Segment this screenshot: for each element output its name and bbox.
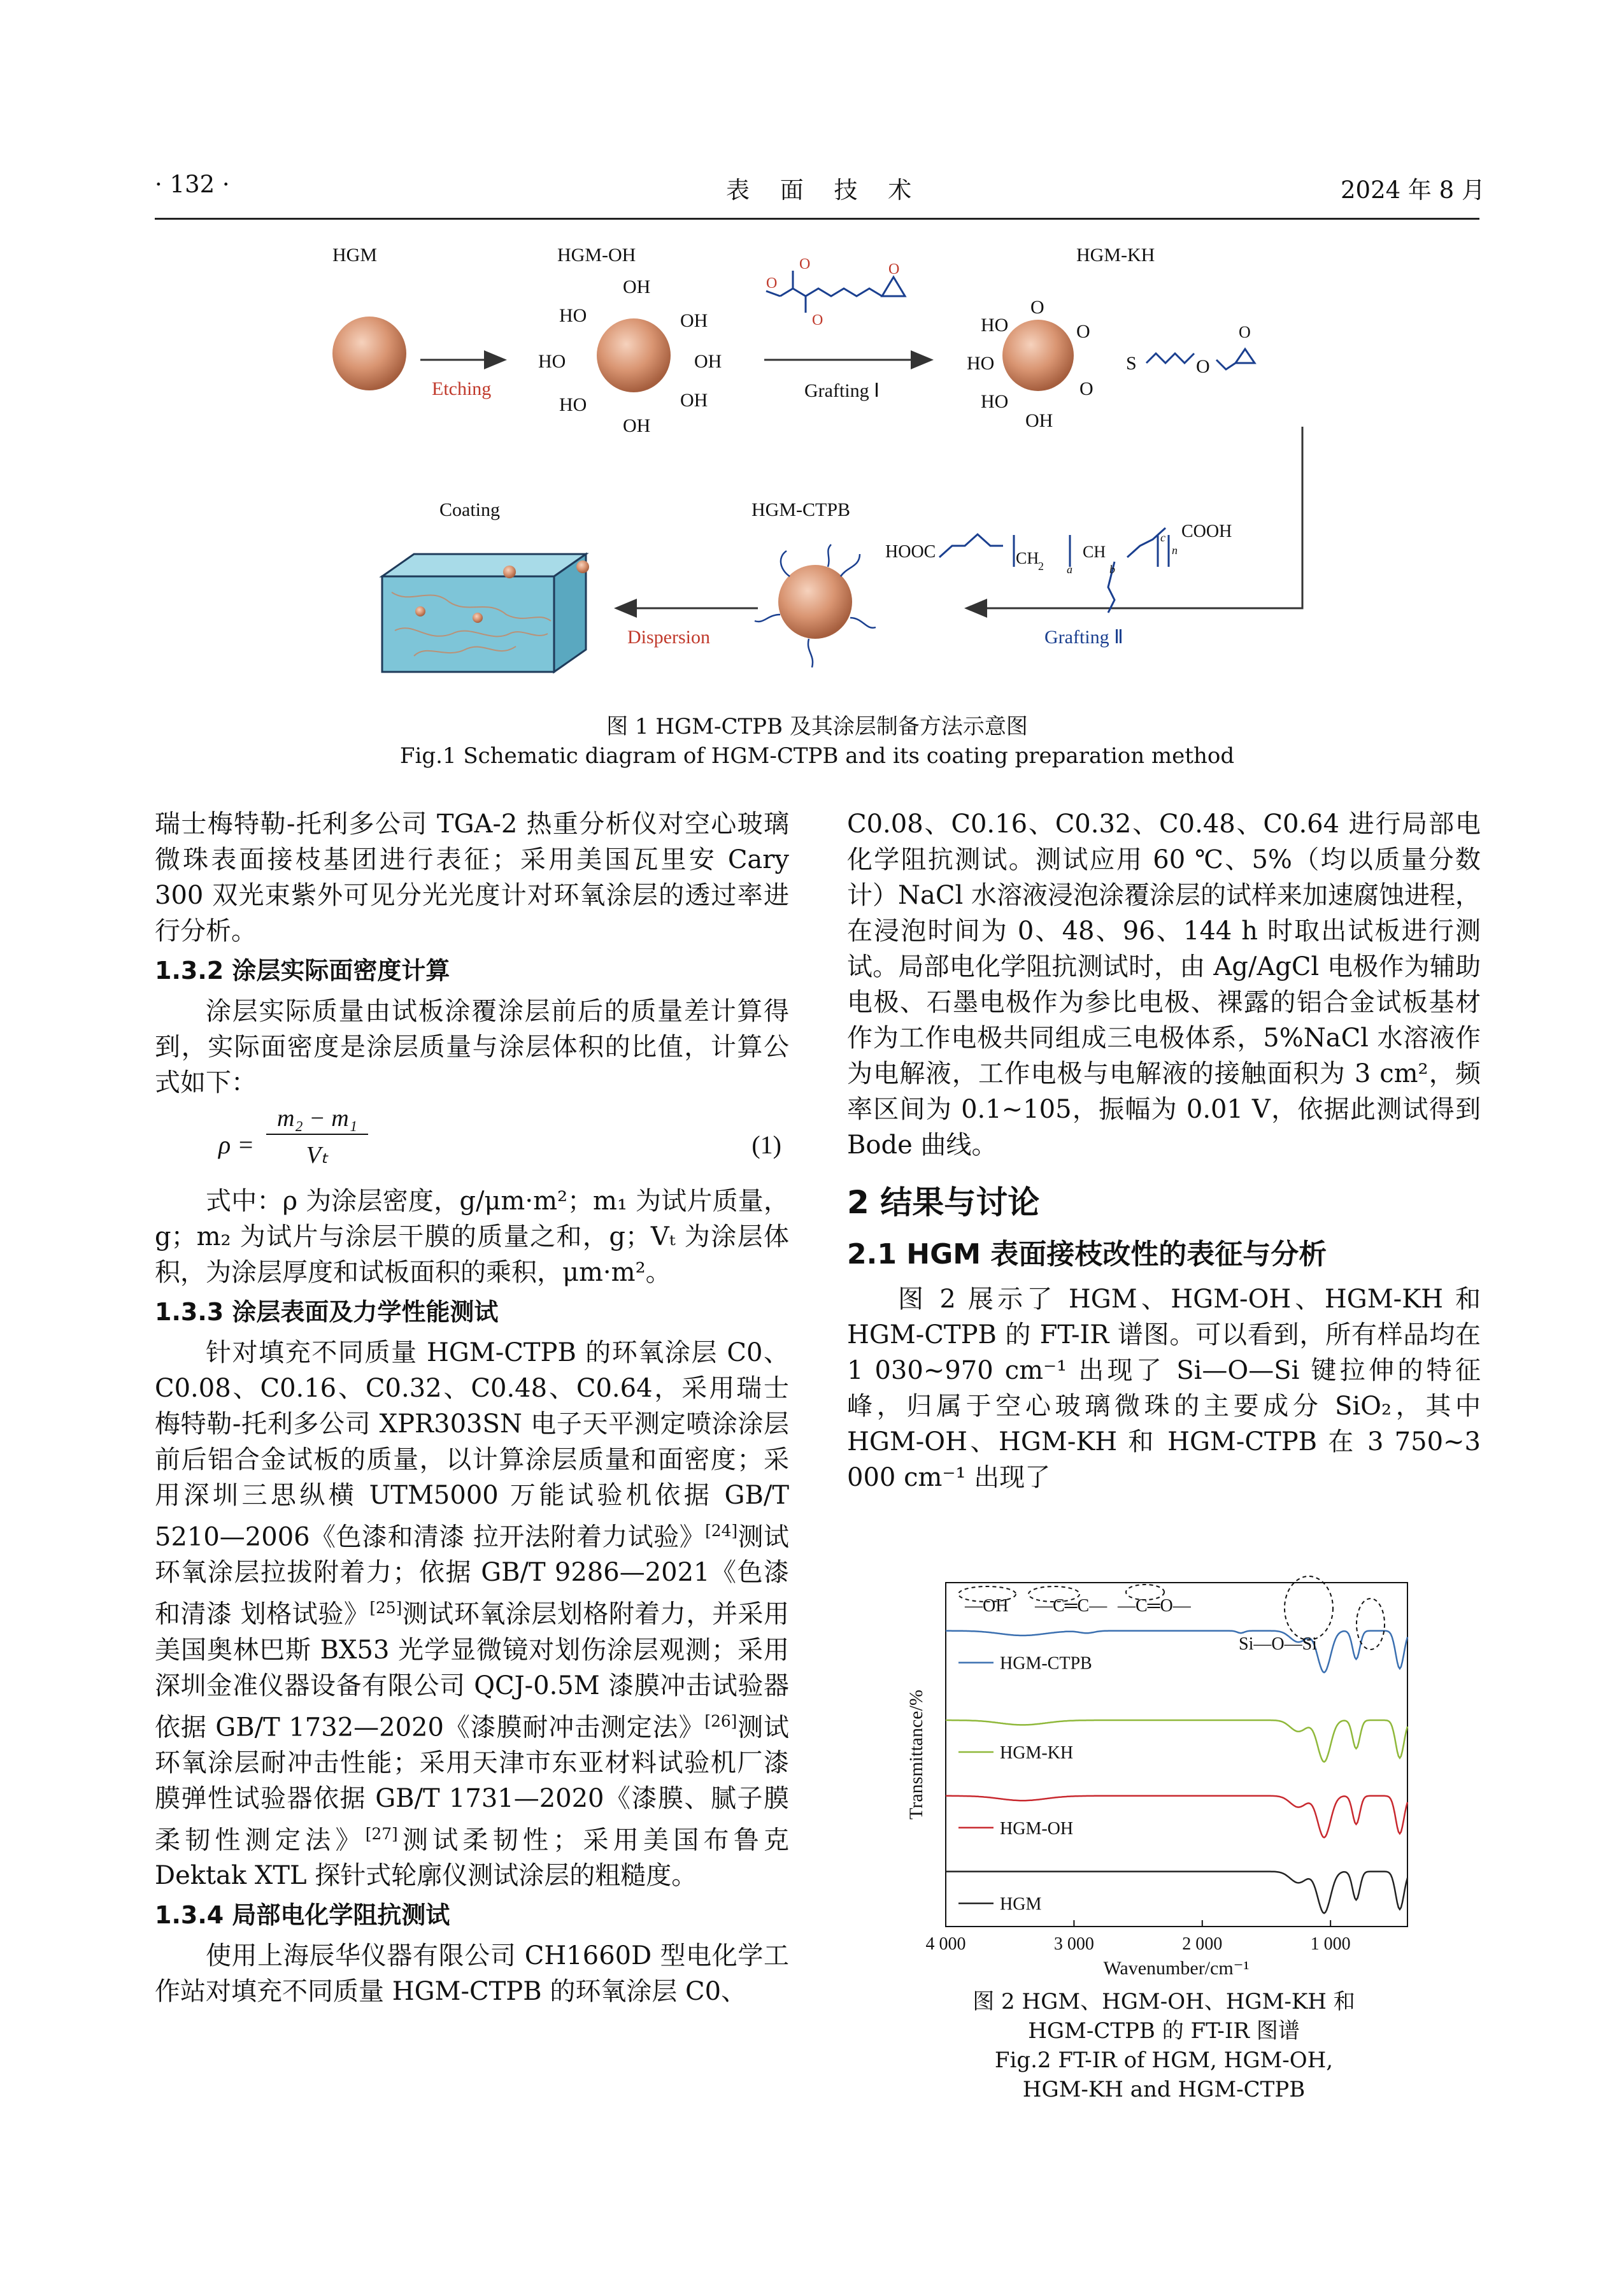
legend-label: HGM-OH [1000, 1818, 1074, 1839]
text-run: 测试环氧涂层划格附着力，并采用美国奥林巴斯 BX53 光学显微镜对划伤涂层观测；采用深圳金准仪器设备有限公司 QCJ-0.5M 漆膜冲击试验器依据 GB/T 1732—2020《漆膜耐冲击测定法》 [155, 1599, 789, 1742]
label-hgm-oh: HGM-OH [557, 245, 636, 266]
legend-label: HGM-KH [1000, 1743, 1074, 1763]
sub-a: a [1067, 563, 1072, 576]
ch2-label: CH [1016, 549, 1039, 567]
citation-24[interactable]: [24] [705, 1521, 738, 1540]
section-heading-2: 2 结果与讨论 [847, 1184, 1040, 1221]
left-column [155, 806, 789, 2009]
o-label-kh-chain: O [1196, 356, 1210, 377]
annotation-si-o-si: Si—O—Si [1239, 1634, 1317, 1654]
ho-label-left: HO [538, 351, 566, 372]
citation-25[interactable]: [25] [369, 1599, 402, 1618]
label-hgm-kh: HGM-KH [1076, 245, 1155, 266]
ch-label: CH [1083, 543, 1106, 561]
label-hgm: HGM [332, 245, 378, 266]
hooc-label: HOOC [885, 542, 936, 562]
oh-label-right: OH [694, 351, 722, 372]
o-label-kh-1: O [1076, 321, 1090, 342]
hgm-kh-sphere [1002, 320, 1074, 391]
s-label: S [1126, 353, 1137, 374]
oh-label-bottom: OH [623, 415, 651, 436]
equation-denominator: Vₜ [306, 1142, 329, 1169]
page-number: · 132 · [155, 171, 230, 198]
figure-2-caption-en-1: Fig.2 FT-IR of HGM, HGM-OH, [994, 2048, 1334, 2073]
legend-label: HGM [1000, 1894, 1042, 1914]
equation-number: (1) [751, 1130, 781, 1159]
hgm-sphere [332, 317, 406, 390]
header-rule [155, 218, 1479, 220]
ho-label-kh-2: HO [967, 353, 995, 374]
equation-lhs: ρ = [218, 1130, 255, 1159]
label-hgm-ctpb: HGM-CTPB [751, 499, 851, 520]
x-ticks [926, 1920, 1351, 1954]
section-heading-1-3-2: 1.3.2 涂层实际面密度计算 [155, 957, 450, 985]
equation-1 [155, 1101, 789, 1183]
oh-label-top: OH [623, 276, 651, 297]
figure-2-caption-cn-2: HGM-CTPB 的 FT-IR 图谱 [1028, 2018, 1300, 2044]
x-tick-label: 4 000 [925, 1934, 966, 1954]
y-axis-label: Transmittance/% [906, 1690, 927, 1820]
label-grafting2: Grafting Ⅱ [1044, 627, 1123, 648]
sub-n: n [1172, 544, 1178, 557]
paragraph: 图 2 展示了 HGM、HGM-OH、HGM-KH 和 HGM-CTPB 的 FT-IR 谱图。可以看到，所有样品均在 1 030~970 cm⁻¹ 出现了 Si—O—Si 键拉伸的特征峰，归属于空心玻璃微珠的主要成分 SiO₂，其中 HGM-OH、HGM-KH 和 HGM-CTPB 在 3 750~3 000 cm⁻¹ 出现了 [847, 1285, 1481, 1492]
label-etching: Etching [432, 378, 492, 399]
paragraph: 式中：ρ 为涂层密度，g/μm·m²；m₁ 为试片质量，g；m₂ 为试片与涂层干膜的质量之和，g；Vₜ 为涂层体积，为涂层厚度和试板面积的乘积，μm·m²。 [155, 1186, 789, 1287]
o-label-kh-epoxide: O [1239, 323, 1251, 341]
silane-molecule [766, 271, 905, 313]
legend-layer [958, 1654, 1092, 1914]
figure-2-caption-en-2: HGM-KH and HGM-CTPB [1022, 2077, 1306, 2102]
grafting2-arrow [968, 427, 1302, 608]
o-label-silane-1: O [799, 256, 811, 273]
o-label-epoxide: O [888, 261, 900, 278]
hgm-oh-sphere [597, 318, 671, 392]
ho-label-lower-left: HO [559, 394, 587, 415]
oh-label-upper-right: OH [680, 310, 708, 331]
label-dispersion: Dispersion [627, 627, 710, 648]
figure-2-caption-cn-1: 图 2 HGM、HGM-OH、HGM-KH 和 [972, 1989, 1355, 2014]
ho-label-kh-1: HO [981, 315, 1009, 336]
sub-b: b [1109, 563, 1115, 576]
journal-title: 表 面 技 术 [726, 176, 923, 204]
oh-label-kh: OH [1025, 410, 1053, 431]
citation-27[interactable]: [27] [365, 1824, 398, 1843]
paragraph: 涂层实际质量由试板涂覆涂层前后的质量差计算得到，实际面密度是涂层质量与涂层体积的比值，计算公式如下： [155, 997, 789, 1097]
o-label-silane-2: O [766, 275, 778, 292]
label-coating: Coating [439, 499, 500, 520]
annotation-c-c: —C═C— [1035, 1596, 1108, 1616]
x-tick-label: 1 000 [1310, 1934, 1351, 1954]
x-axis-label: Wavenumber/cm⁻¹ [1103, 1958, 1250, 1979]
text-run: 测试环氧涂层耐冲击性能；采用天津市东亚材料试验机厂漆膜弹性试验器依据 GB/T 1731—2020《漆膜、腻子膜柔韧性测定法》 [155, 1712, 790, 1855]
paragraph [155, 1335, 789, 1893]
legend-label: HGM-CTPB [1000, 1653, 1092, 1674]
equation-numerator: m₂ − m₁ [266, 1101, 368, 1135]
text-run: 测试柔韧性；采用美国布鲁克 Dektak XTL 探针式轮廓仪测试涂层的粗糙度。 [155, 1825, 790, 1891]
annotation-c-o: —C═O— [1118, 1596, 1191, 1616]
annotation-oh: —OH [965, 1596, 1009, 1616]
figure-2-caption [847, 1987, 1481, 2104]
section-heading-2-1: 2.1 HGM 表面接枝改性的表征与分析 [847, 1238, 1327, 1271]
annotations [964, 1596, 1317, 1654]
figure-2-ftir-chart [898, 1573, 1427, 1981]
label-grafting1: Grafting Ⅰ [804, 380, 880, 401]
paragraph: C0.08、C0.16、C0.32、C0.48、C0.64 进行局部电化学阻抗测试。测试应用 60 ℃、5%（均以质量分数计）NaCl 水溶液浸泡涂覆涂层的试样来加速腐蚀进程，在浸泡时间为 0、48、96、144 h 时取出试板进行测试。局部电化学阻抗测试时，由 Ag/AgCl 电极作为辅助电极、石墨电极作为参比电极、裸露的铝合金试板基材作为工作电极共同组成三电极体系，5%NaCl 水溶液作为电解液，工作电极与电解液的接触面积为 3 cm²，频率区间为 0.1~105，振幅为 0.01 V，依据此测试得到 Bode 曲线。 [847, 809, 1481, 1160]
cooh-label: COOH [1181, 522, 1232, 541]
issue-date: 2024 年 8 月 [1341, 176, 1485, 204]
right-column [847, 806, 1481, 1495]
oh-label-lower-right: OH [680, 390, 708, 411]
section-heading-1-3-4: 1.3.4 局部电化学阻抗测试 [155, 1901, 450, 1930]
paragraph: 瑞士梅特勒-托利多公司 TGA-2 热重分析仪对空心玻璃微珠表面接枝基团进行表征；采用美国瓦里安 Cary 300 双光束紫外可见分光光度计对环氧涂层的透过率进行分析。 [155, 809, 789, 946]
figure-1-caption-cn: 图 1 HGM-CTPB 及其涂层制备方法示意图 [606, 714, 1028, 739]
o-label-kh-2: O [1079, 378, 1093, 399]
section-heading-1-3-3: 1.3.3 涂层表面及力学性能测试 [155, 1298, 499, 1326]
sub-c: c [1160, 531, 1165, 544]
figure-1-schematic [318, 236, 1312, 707]
equation-fraction [266, 1101, 368, 1171]
text-run: 针对填充不同质量 HGM-CTPB 的环氧涂层 C0、C0.08、C0.16、C0.32、C0.48、C0.64，采用瑞士梅特勒-托利多公司 XPR303SN 电子天平测定喷涂涂层前后铝合金试板的质量，以计算涂层质量和面密度；采用深圳三思纵横 UTM5000 万能试验机依据 GB/T 5210—2006《色漆和清漆 拉开法附着力试验》 [155, 1338, 789, 1552]
ho-label-upper-left: HO [559, 305, 587, 326]
ho-label-kh-3: HO [981, 391, 1009, 412]
text-run: 测试环氧涂层拉拔附着力；依据 GB/T 9286—2021《色漆和清漆 划格试验》 [155, 1522, 790, 1629]
o-label-kh-top: O [1030, 297, 1044, 318]
figure-1-caption-en: Fig.1 Schematic diagram of HGM-CTPB and its coating preparation method [399, 743, 1235, 769]
citation-26[interactable]: [26] [704, 1711, 737, 1730]
paragraph: 使用上海辰华仪器有限公司 CH1660D 型电化学工作站对填充不同质量 HGM-CTPB 的环氧涂层 C0、 [155, 1941, 789, 2007]
coating-block [382, 554, 589, 672]
ctpb-chain [939, 528, 1169, 613]
x-tick-label: 3 000 [1053, 1934, 1094, 1954]
ch2-subscript: 2 [1038, 560, 1044, 573]
o-label-silane-3: O [812, 312, 823, 329]
x-tick-label: 2 000 [1182, 1934, 1223, 1954]
